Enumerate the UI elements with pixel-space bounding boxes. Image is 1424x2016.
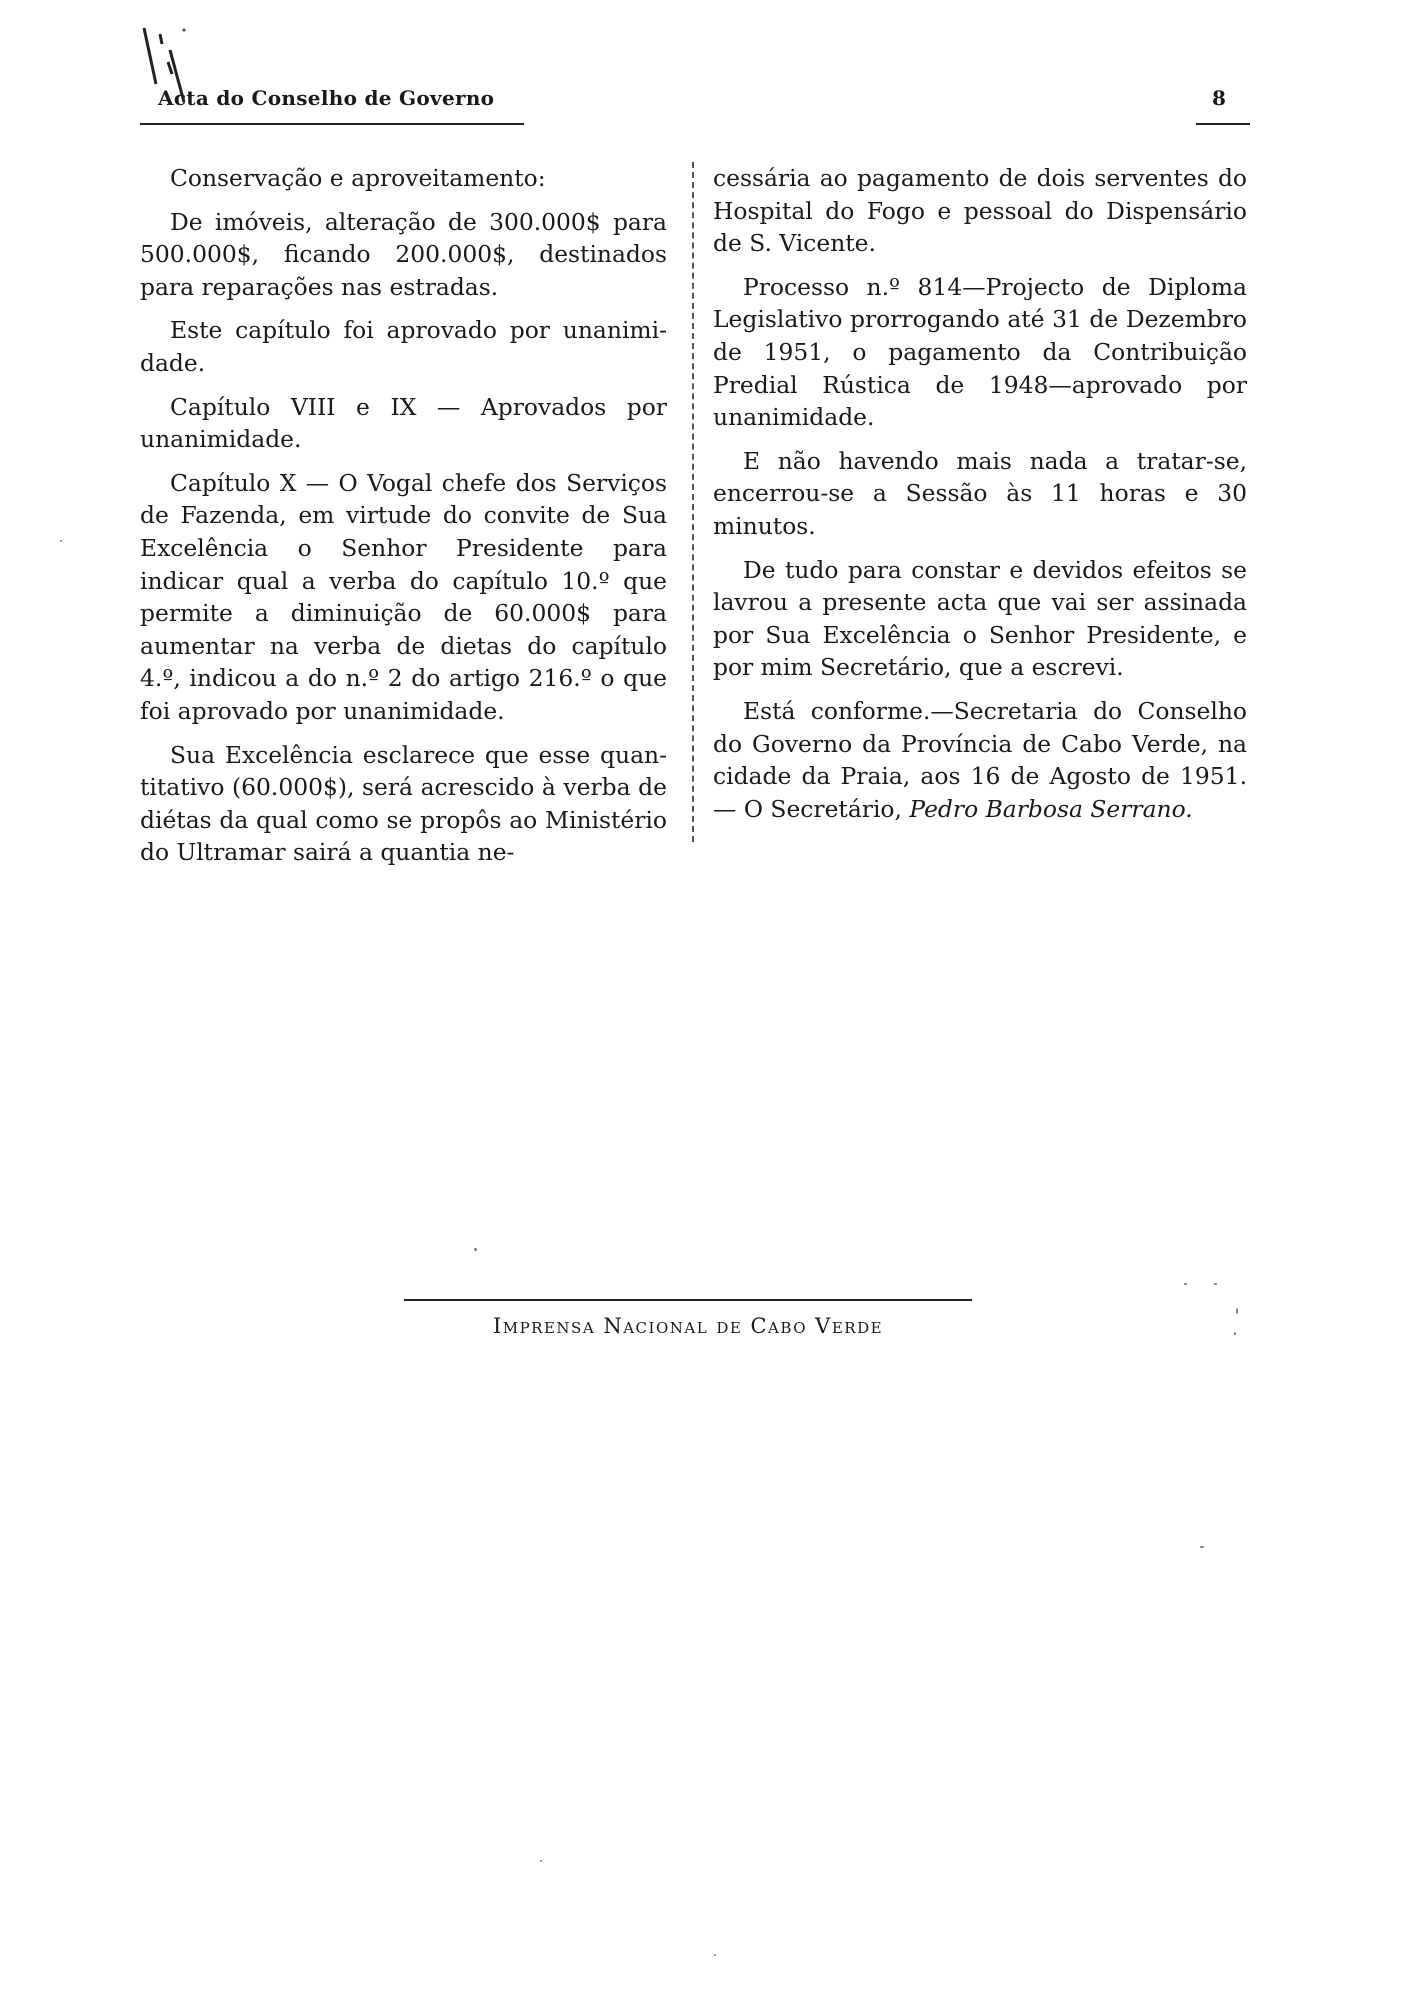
scan-speck — [714, 1954, 716, 1956]
paragraph: Capítulo VIII e IX — Aprovados por unanimidade. — [140, 392, 667, 454]
running-header-title: Acta do Conselho de Governo — [158, 86, 495, 110]
paragraph: Sua Excelência esclarece que esse quantitativo (60.000$), será acrescido à verba de diétas da qual como se propôs ao Ministério do Ultramar sairá a quantia ne- — [140, 740, 667, 867]
right-column — [713, 162, 1247, 836]
page-number: 8 — [1212, 86, 1226, 110]
signatory-name: Pedro Barbosa Serrano. — [909, 794, 1193, 823]
page-number-rule — [1196, 123, 1250, 125]
header-rule — [140, 123, 524, 125]
scan-speck — [1234, 1332, 1236, 1335]
footer-rule — [404, 1299, 972, 1301]
paragraph: De imóveis, alteração de 300.000$ para 500.000$, ficando 200.000$, destinados para reparações nas estradas. — [140, 207, 667, 301]
scan-speck — [1200, 1546, 1204, 1548]
scan-speck — [540, 1860, 542, 1862]
paragraph: Capítulo X — O Vogal chefe dos Serviços de Fazenda, em virtude do convite de Sua Excelência o Senhor Presidente para indicar qual a verba do capítulo 10.º que permite a diminuição de 60.000$ para aumentar na verba de dietas do capítulo 4.º, indicou a do n.º 2 do artigo 216.º o que foi aprovado por unanimidade. — [140, 468, 667, 725]
closing-text: Está conforme.—Secretaria do Conselho do Governo da Província de Cabo Verde, na cidade da Praia, aos 16 de Agosto de 1951.— O Secretário, — [713, 696, 1247, 823]
scan-speck — [60, 540, 62, 542]
paragraph: De tudo para constar e devidos efeitos se lavrou a presente acta que vai ser assinada por Sua Excelência o Senhor Presidente, e por mim Secretário, que a escrevi. — [713, 555, 1247, 682]
printer-imprint: Imprensa Nacional de Cabo Verde — [492, 1314, 884, 1338]
scan-speck — [1214, 1283, 1217, 1285]
scan-speck — [474, 1248, 477, 1251]
scan-speck — [1184, 1283, 1187, 1285]
paragraph: Este capítulo foi aprovado por unanimidade. — [140, 316, 667, 377]
paragraph: Processo n.º 814—Projecto de Diploma Legislativo prorrogando até 31 de Dezembro de 1951, o pagamento da Contribuição Predial Rústica de 1948—aprovado por unanimidade. — [713, 272, 1247, 432]
closing-paragraph — [713, 695, 1247, 825]
paragraph-continuation: cessária ao pagamento de dois serventes do Hospital do Fogo e pessoal do Dispensário de S. Vicente. — [713, 164, 1247, 258]
left-column — [140, 162, 667, 880]
scan-speck — [1236, 1308, 1238, 1314]
paragraph: Conservação e aproveitamento: — [170, 164, 546, 192]
column-divider — [692, 162, 694, 842]
paragraph: E não havendo mais nada a tratar-se, encerrou-se a Sessão às 11 horas e 30 minutos. — [713, 446, 1247, 540]
